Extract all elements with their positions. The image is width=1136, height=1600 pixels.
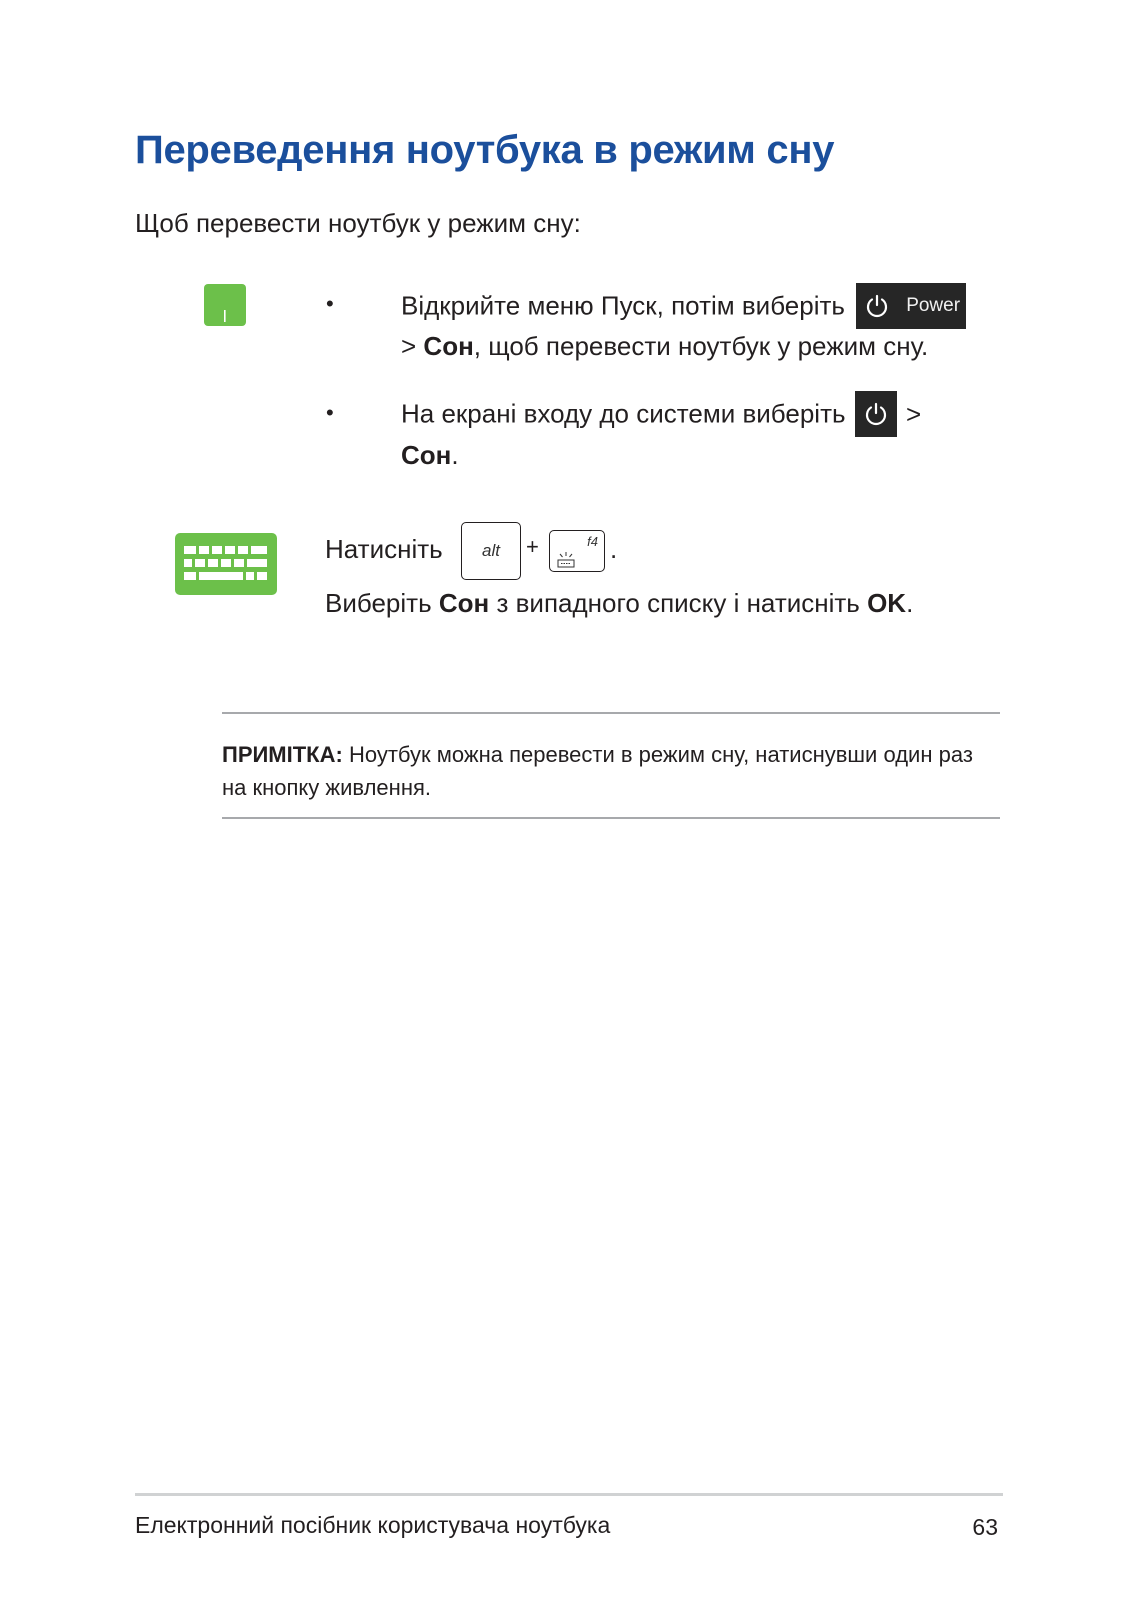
note-text: Ноутбук можна перевести в режим сну, натиснувши один раз на кнопку живлення. bbox=[222, 742, 973, 800]
touchpad-icon bbox=[204, 284, 246, 331]
power-icon bbox=[864, 293, 890, 319]
f4-key bbox=[549, 530, 605, 572]
bullet-2-after-icon: > bbox=[906, 398, 922, 429]
bullet-2-text: На екрані входу до системи виберіть bbox=[401, 398, 846, 429]
footer-rule bbox=[135, 1493, 1003, 1496]
plus-sign: + bbox=[526, 534, 539, 559]
bullet-1-line-1 bbox=[401, 283, 966, 329]
footer-text: Електронний посібник користувача ноутбука bbox=[135, 1512, 611, 1538]
select-prefix: Виберіть bbox=[325, 588, 432, 618]
bullet-1-rest: , щоб перевести ноутбук у режим сну. bbox=[473, 331, 929, 361]
bullet-2-bold: Сон bbox=[401, 440, 452, 470]
bullet-2-line-2 bbox=[401, 440, 459, 471]
power-menu-button bbox=[856, 283, 966, 329]
note-box bbox=[222, 738, 1002, 804]
intro-text: Щоб перевести ноутбук у режим сну: bbox=[135, 208, 581, 238]
page-number: 63 bbox=[972, 1514, 998, 1540]
keyboard-light-icon bbox=[555, 551, 577, 569]
bullet-1-text: Відкрийте меню Пуск, потім виберіть bbox=[401, 290, 845, 321]
alt-key-label: alt bbox=[482, 541, 500, 560]
bullet-1-prefix: > bbox=[401, 331, 417, 361]
press-label: Натисніть bbox=[325, 534, 443, 564]
bullet-1-bold: Сон bbox=[423, 331, 474, 361]
select-mid: з випадного списку і натисніть bbox=[496, 588, 860, 618]
note-top-rule bbox=[222, 712, 1000, 714]
press-period: . bbox=[610, 534, 618, 564]
page-title: Переведення ноутбука в режим сну bbox=[135, 128, 835, 172]
select-bold-sleep: Сон bbox=[438, 588, 490, 618]
power-button-label: Power bbox=[906, 295, 961, 316]
keyboard-icon bbox=[175, 533, 277, 600]
note-label: ПРИМІТКА: bbox=[222, 742, 343, 767]
select-bold-ok: OK bbox=[867, 588, 907, 618]
power-icon bbox=[863, 401, 889, 427]
alt-key bbox=[461, 522, 521, 580]
bullet-1-line-2 bbox=[401, 331, 928, 362]
bullet-marker: • bbox=[326, 291, 334, 316]
f4-key-label: f4 bbox=[587, 534, 598, 549]
bullet-marker: • bbox=[326, 400, 334, 425]
power-icon-button bbox=[855, 391, 897, 437]
note-bottom-rule bbox=[222, 817, 1000, 819]
bullet-2-end: . bbox=[451, 440, 459, 470]
bullet-2-line-1 bbox=[401, 391, 921, 437]
select-end: . bbox=[906, 588, 914, 618]
keyboard-instruction bbox=[325, 588, 913, 619]
